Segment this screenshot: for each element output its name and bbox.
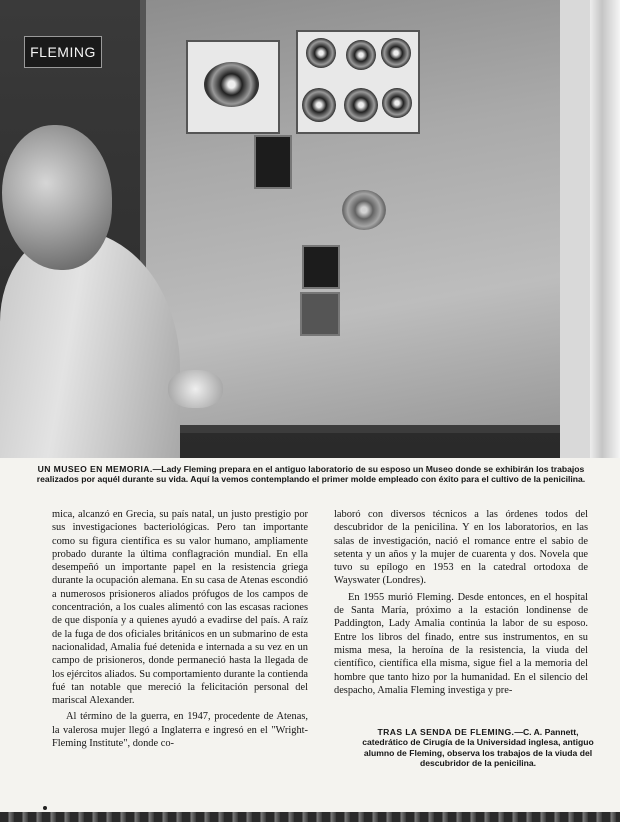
section-label: FLEMING bbox=[24, 36, 102, 68]
second-caption-text: —C. A. Pannett, catedrático de Cirugía de la Universidad inglesa, antiguo alumno de Fleming, observa los trabajos de la viuda del descubridor de la penicilina. bbox=[362, 727, 594, 769]
page-mark bbox=[43, 806, 47, 810]
exhibit-item bbox=[300, 292, 340, 336]
exhibit-item bbox=[254, 135, 292, 189]
petri-dish-icon bbox=[382, 88, 412, 118]
petri-dish-icon bbox=[342, 190, 386, 230]
petri-dish-icon bbox=[204, 62, 259, 107]
petri-dish-icon bbox=[302, 88, 336, 122]
right-column bbox=[334, 508, 588, 697]
photo-caption-text: —Lady Fleming prepara en el antiguo laboratorio de su esposo un Museo donde se exhibirán los trabajos realizados por aquél durante su vida. Aquí la vemos contemplando el primer molde empleado con éxito para el cultivo de la penicilina. bbox=[36, 464, 586, 484]
bottom-edge-strip bbox=[0, 812, 620, 822]
lady-fleming-head bbox=[2, 125, 112, 270]
photo-caption bbox=[26, 464, 596, 484]
second-caption bbox=[362, 727, 594, 769]
hand bbox=[168, 370, 223, 408]
paragraph: En 1955 murió Fleming. Desde entonces, en el hospital de Santa María, próximo a la estación londinense de Paddington, Lady Amalia continúa la labor de su esposo. Entre los libros del finado, entre sus instrumentos, en su misma mesa, la heroína de la resistencia, la viuda del científico, científica ella misma, sigue fiel a la memoria del hombre que tanto hizo por la humanidad. En el silencio del despacho, Amalia Fleming investiga y pre- bbox=[334, 591, 588, 696]
petri-dish-icon bbox=[381, 38, 411, 68]
door-frame bbox=[590, 0, 620, 458]
petri-dish-icon bbox=[306, 38, 336, 68]
petri-dish-icon bbox=[346, 40, 376, 70]
exhibit-item bbox=[302, 245, 340, 289]
paragraph: Al término de la guerra, en 1947, procedente de Atenas, la valerosa mujer llegó a Inglaterra e ingresó en el "Wright-Fleming Institute", donde co- bbox=[52, 711, 308, 750]
exhibit-panel bbox=[140, 0, 566, 433]
photo-caption-lead: UN MUSEO EN MEMORIA. bbox=[37, 464, 153, 474]
second-caption-lead: TRAS LA SENDA DE FLEMING. bbox=[377, 727, 515, 737]
petri-dish-icon bbox=[344, 88, 378, 122]
paragraph: laboró con diversos técnicos a las órdenes todos del descubridor de la penicilina. Y en los laboratorios, en las salas de investigación, nació el romance entre el sabio de setenta y un años y la mujer de cuarenta y dos. Novela que tuvo su epílogo en 1953 en la catedral ortodoxa de Wayswater (Londres). bbox=[334, 509, 588, 587]
paragraph: mica, alcanzó en Grecia, su país natal, un justo prestigio por sus investigaciones bacteriológicas. Pero tan importante como su figura científica es su valor humano, ampliamente probado durante la última conflagración mundial. En ella desempeñó un importante papel en la resistencia griega durante la ocupación alemana. En su casa de Atenas escondió a numerosos prisioneros aliados prófugos de los campos de concentración, a los cuales alimentó con las escasas raciones de que disponía y a quienes ayudó a evadirse del país. A raíz de la fuga de dos oficiales británicos en un submarino de esta nacionalidad, Amalia fué detenida e internada a su vez en un campo de prisioneros, donde permaneció hasta la llegada de los ejércitos aliados. Su comportamiento durante la contienda fué tan notable que mereció la felicitación personal del mariscal Alexander. bbox=[52, 509, 308, 707]
left-column bbox=[52, 508, 308, 750]
